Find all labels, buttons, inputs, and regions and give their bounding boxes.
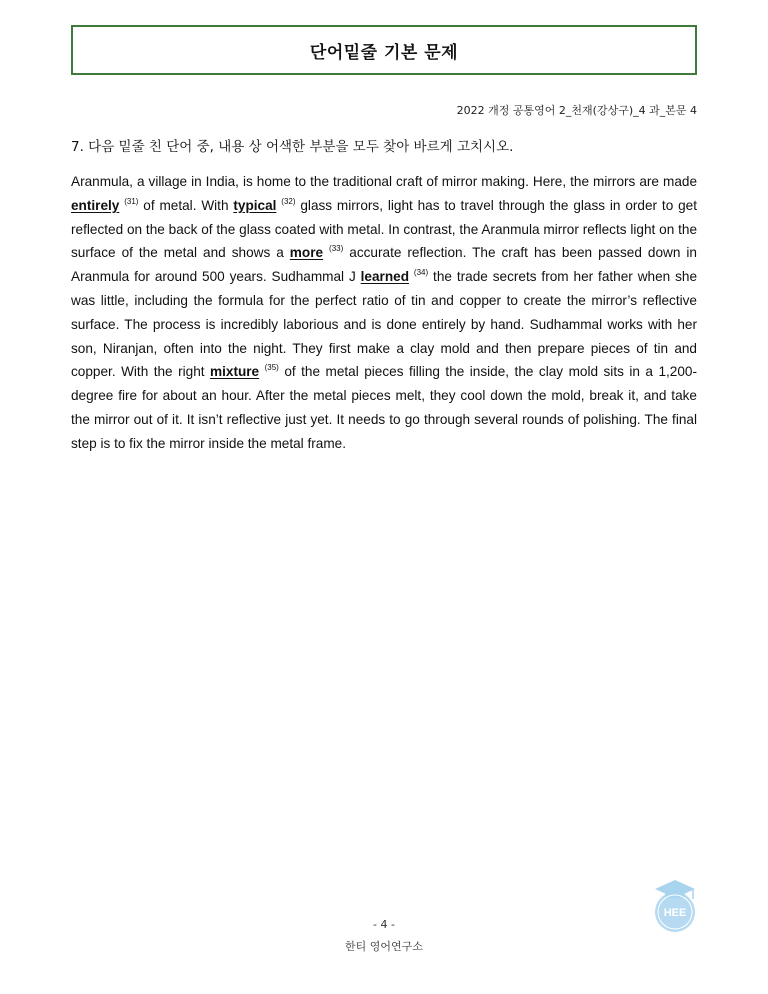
- underlined-word: mixture: [210, 364, 260, 380]
- blank-number: (32): [281, 196, 296, 206]
- page-number: - 4 -: [373, 918, 395, 931]
- underlined-word: typical: [233, 197, 277, 213]
- passage: [71, 170, 697, 456]
- title-box: [71, 25, 697, 75]
- blank-number: (33): [329, 244, 344, 254]
- footer-label: 한티 영어연구소: [345, 940, 423, 953]
- passage-text: Aranmula, a village in India, is home to the traditional craft of mirror making. Here, the mirrors are made: [71, 174, 697, 189]
- underlined-word: more: [289, 245, 324, 261]
- question-text: 7. 다음 밑줄 친 단어 중, 내용 상 어색한 부분을 모두 찾아 바르게 고치시오.: [71, 139, 514, 155]
- source-label: 2022 개정 공통영어 2_천재(강상구)_4 과_본문 4: [456, 104, 697, 117]
- passage-text: accurate reflection. The craft has been passed down in Aranmula for around 500 years. Sudhammal J: [71, 245, 697, 285]
- passage-text: of the metal pieces filling the inside, the clay mold sits in a 1,200-degree fire for about an hour. After the metal pieces melt, they cool down the mold, break it, and take the mirror out of it. It isn’t reflective just yet. It needs to go through several rounds of polishing. The final step is to fix the mirror inside the metal frame.: [71, 364, 697, 451]
- passage-text: of metal. With: [138, 197, 234, 213]
- passage-text: the trade secrets from her father when she was little, including the formula for the perfect ratio of tin and copper to create the mirror’s reflective surface. The process is incredibly laborious and is done entirely by hand. Sudhammal works with her son, Niranjan, often into the night. They first make a clay mold and then prepare pieces of tin and copper. With the right: [71, 269, 698, 380]
- blank-number: (31): [124, 196, 139, 206]
- blank-number: (35): [264, 363, 279, 373]
- blank-number: (34): [413, 268, 429, 278]
- underlined-word: entirely: [71, 197, 120, 213]
- page-title: 단어밑줄 기본 문제: [309, 42, 459, 63]
- passage-text: glass mirrors, light has to travel through the glass in order to get reflected on the back of the glass coated with metal. In contrast, the Aranmula mirror reflects light on the surface of the metal and shows a: [71, 197, 697, 261]
- logo-text: HEE: [663, 907, 687, 919]
- underlined-word: learned: [360, 269, 410, 285]
